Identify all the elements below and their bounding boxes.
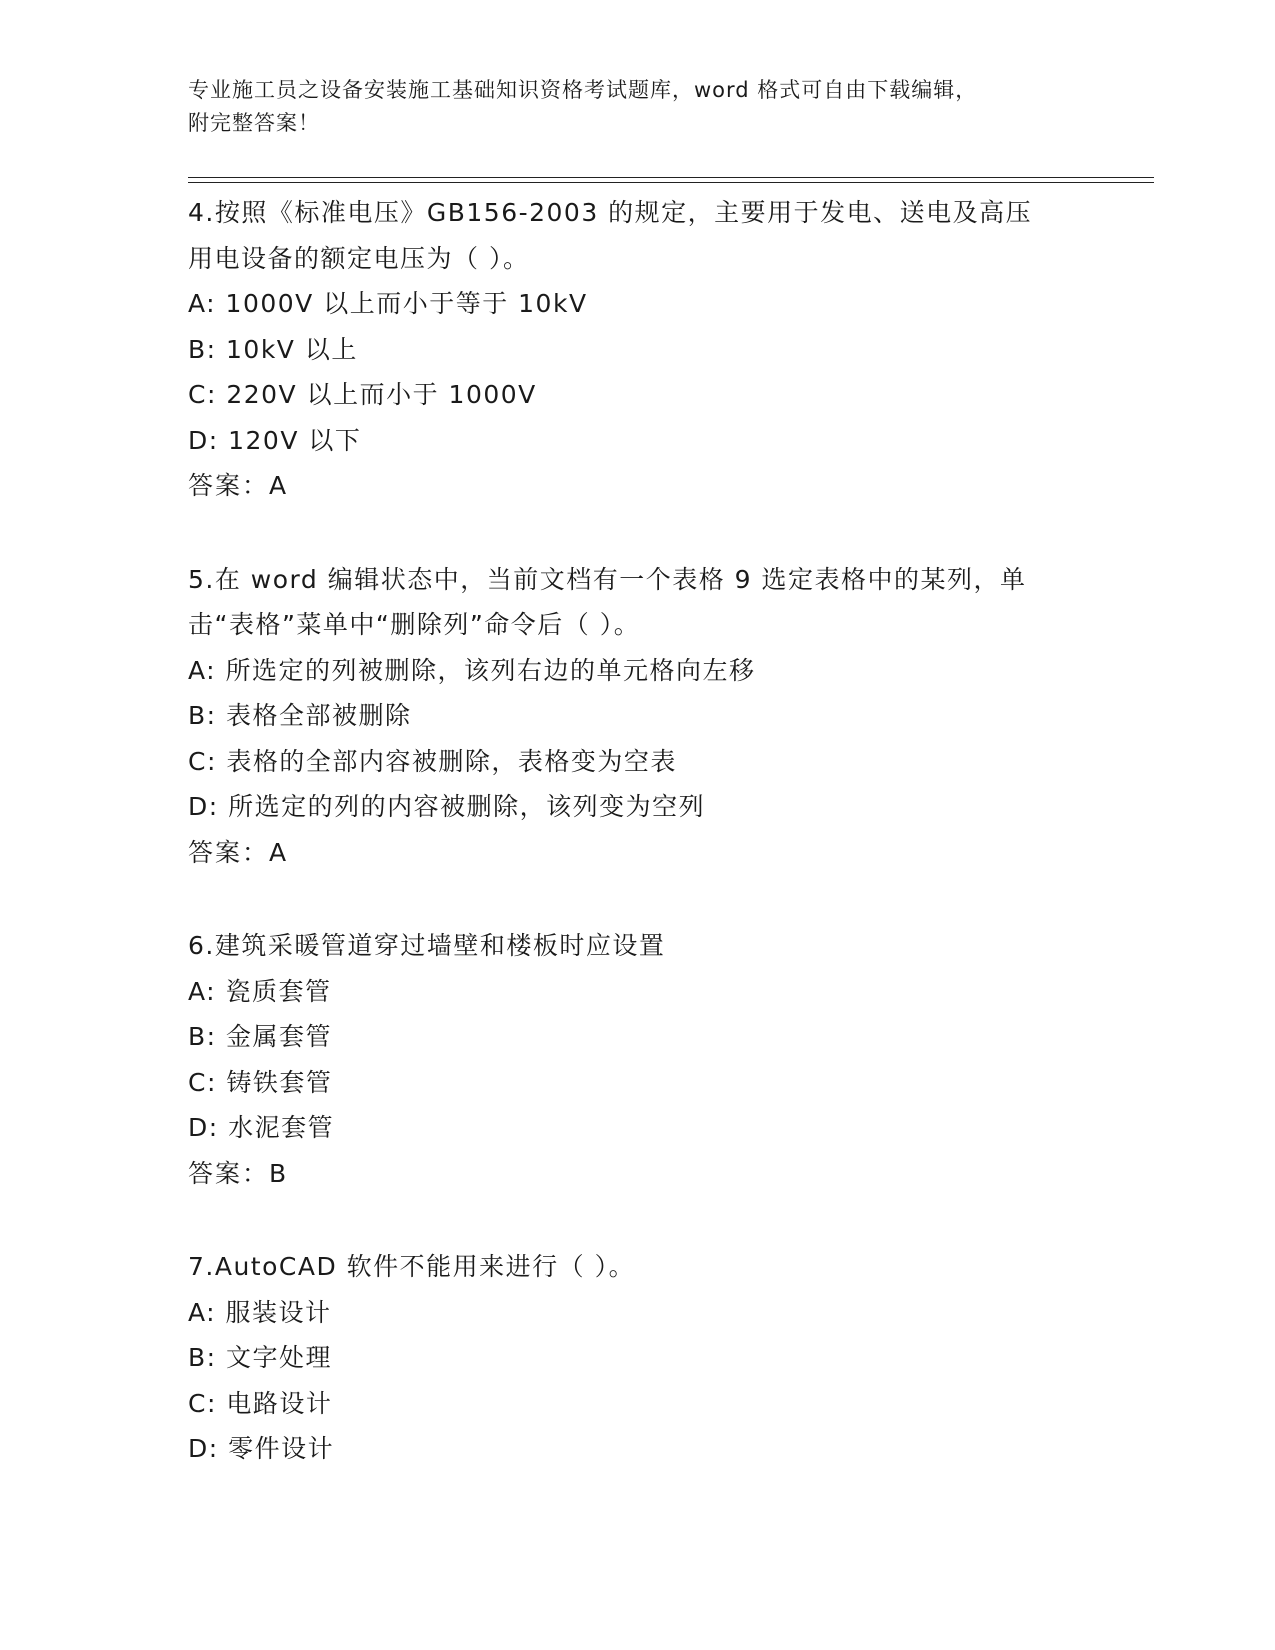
- option-d: D: 所选定的列的内容被删除，该列变为空列: [188, 792, 706, 821]
- option-b: B: 金属套管: [188, 1022, 333, 1051]
- option-c: C: 表格的全部内容被删除，表格变为空表: [188, 746, 677, 776]
- answer-label: 答案：B: [188, 1158, 289, 1188]
- question-6: [188, 923, 1088, 1196]
- question-4: [188, 190, 1088, 509]
- option-d: D: 零件设计: [188, 1434, 335, 1463]
- question-7: [188, 1244, 1088, 1472]
- option-a: A: 所选定的列被删除，该列右边的单元格向左移: [188, 655, 756, 685]
- question-stem: 4.按照《标准电压》GB156-2003 的规定，主要用于发电、送电及高压: [188, 198, 1033, 227]
- question-stem-continued: 用电设备的额定电压为（ ）。: [188, 243, 530, 273]
- question-stem-continued: 击“表格”菜单中“删除列”命令后（ ）。: [188, 610, 641, 639]
- question-list: [188, 190, 1088, 1520]
- question-stem: 6.建筑采暖管道穿过墙壁和楼板时应设置: [188, 931, 666, 960]
- answer-label: 答案：A: [188, 837, 289, 867]
- document-header: [188, 74, 1068, 140]
- option-b: B: 10kV 以上: [188, 334, 358, 364]
- option-b: B: 文字处理: [188, 1343, 333, 1372]
- option-a: A: 瓷质套管: [188, 976, 332, 1006]
- header-line-2: 附完整答案！: [188, 111, 320, 135]
- header-divider-bottom: [188, 182, 1154, 183]
- option-c: C: 电路设计: [188, 1388, 333, 1418]
- option-d: D: 120V 以下: [188, 425, 362, 455]
- answer-label: 答案：A: [188, 471, 289, 500]
- option-c: C: 铸铁套管: [188, 1067, 333, 1097]
- question-stem: 5.在 word 编辑状态中，当前文档有一个表格 9 选定表格中的某列，单: [188, 564, 1027, 594]
- option-a: A: 服装设计: [188, 1297, 332, 1327]
- option-d: D: 水泥套管: [188, 1113, 335, 1142]
- option-b: B: 表格全部被删除: [188, 701, 412, 730]
- option-c: C: 220V 以上而小于 1000V: [188, 380, 537, 409]
- question-stem: 7.AutoCAD 软件不能用来进行（ ）。: [188, 1252, 636, 1281]
- header-line-1: 专业施工员之设备安装施工基础知识资格考试题库，word 格式可自由下载编辑，: [188, 78, 978, 102]
- option-a: A: 1000V 以上而小于等于 10kV: [188, 289, 588, 318]
- header-divider-top: [188, 177, 1154, 178]
- question-5: [188, 557, 1088, 876]
